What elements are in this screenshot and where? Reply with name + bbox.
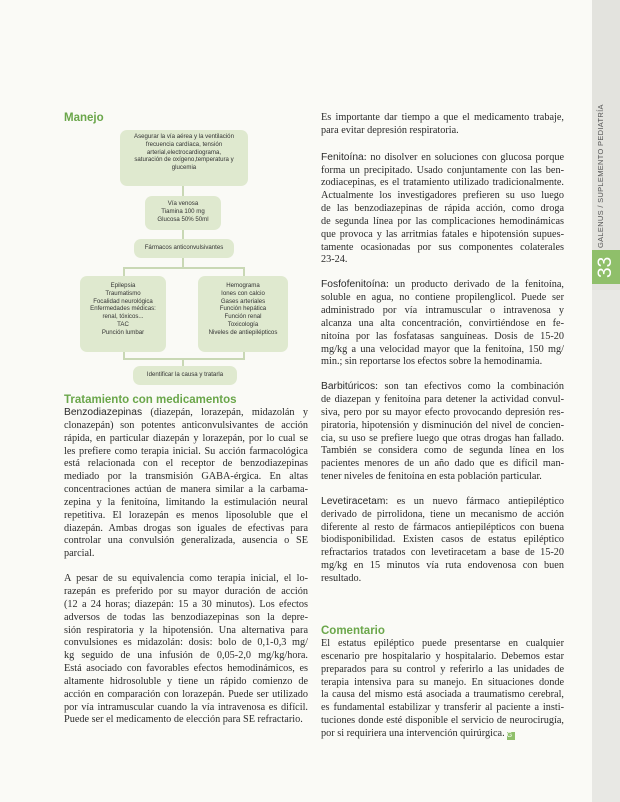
- text-line: controlar una convulsión generalizada, ausencia o SE: [64, 535, 308, 547]
- text-line: nitoína por las fosfatasas sanguíneas. Dosis de 15-20: [321, 330, 564, 342]
- box-line: Traumatismo: [105, 289, 141, 297]
- text-line: [321, 152, 564, 165]
- text-line: les prefiere como terapia inicial. Su acción farmacológica: [64, 445, 308, 457]
- left-column-text: [64, 407, 308, 727]
- text-line: de segunda línea por las complicaciones hemodinámicas: [321, 215, 564, 227]
- text-line: También se considera como de segunda línea en los: [321, 445, 564, 457]
- box-line: Focalidad neurológica: [93, 297, 153, 305]
- flowchart-box-stabilize: [120, 130, 248, 186]
- heading-comentario: Comentario: [321, 625, 385, 637]
- box-line: Función hepática: [219, 305, 267, 313]
- text-line: cia, su uso se prefiere luego que otras drogas han fallado.: [321, 432, 564, 444]
- text-line: Es importante dar tiempo a que el medicamento trabaje,: [321, 112, 564, 123]
- text-line: A pesar de su equivalencia como terapia inicial, el lo-: [64, 573, 308, 585]
- text-line: rápida, en particular diazepán y lorazepán, por lo cual se: [64, 432, 308, 444]
- text-line: [321, 381, 564, 394]
- connector: [182, 229, 184, 239]
- text-line: derivado de pirrolidona, tiene un mecanismo de acción: [321, 508, 564, 520]
- text-line: clonazepán) son potentes anticonvulsivantes de acción: [64, 419, 308, 431]
- text-line: terapia intensiva para su manejo. En situaciones donde: [321, 676, 564, 688]
- flowchart-box-labs: [198, 276, 288, 352]
- box-line: Identificar la causa y tratarla: [146, 371, 224, 378]
- text-line: [321, 496, 564, 509]
- text-line: siva, pero por su mayor efecto provocando depresión res-: [321, 406, 564, 418]
- text-fragment: por si requiriera una intervención quirúrgica.: [321, 727, 505, 739]
- text-line: El estatus epiléptico puede presentarse en cualquier: [321, 638, 564, 649]
- text-line: para evitar depresión respiratoria.: [321, 124, 459, 136]
- text-line: altamente hidrosoluble y tiene un rápido comienzo de: [64, 675, 308, 687]
- paragraph-fenitoina: [321, 152, 564, 268]
- text-line: diferente al resto de fármacos antiepilépticos con buena: [321, 521, 564, 533]
- term-levetiracetam: Levetiracetam: [321, 495, 386, 507]
- paragraph-intro: [321, 112, 564, 138]
- text-fragment: : son tan efectivos como la combinación: [375, 381, 564, 393]
- text-line: zodiacepinas, es el tratamiento utilizado tradicionalmente.: [321, 177, 564, 189]
- text-line: tamente ocasionadas por sus componentes colaterales: [321, 241, 564, 253]
- text-line: razepán es preferido por su mayor duración de acción: [64, 585, 308, 597]
- paragraph-levetiracetam: [321, 496, 564, 586]
- text-line: biodisponibilidad. Existen casos de estatus epiléptico: [321, 534, 564, 546]
- box-line: Vía venosa: [167, 200, 199, 207]
- text-line: tuciones donde esté disponible el servicio de neurocirugía,: [321, 715, 564, 727]
- flowchart-box-identify: [133, 366, 237, 385]
- text-line: la causa del mismo está asociada a traumatismo cerebral,: [321, 689, 564, 701]
- flowchart-box-causes: [80, 276, 166, 352]
- connector: [123, 267, 245, 269]
- term-benzodiazepinas: Benzodiazepinas: [64, 407, 143, 418]
- text-line: [321, 279, 564, 292]
- text-line: resultado.: [321, 573, 362, 584]
- text-line: está relacionada con el receptor de benzodiazepinas: [64, 458, 308, 470]
- heading-tratamiento: Tratamiento con medicamentos: [64, 394, 237, 406]
- text-line: zepina y la fenitoína, limitando la estimulación neural: [64, 496, 308, 508]
- paragraph-barbituricos: [321, 381, 564, 484]
- box-line: Enfermedades médicas:: [90, 305, 156, 313]
- text-fragment: (diazepán, lorazepán, midazolán y: [142, 407, 308, 418]
- text-line: repetitiva. El lorazepán es menos liposoluble que el: [64, 509, 308, 521]
- text-line: pacientes menores de un año dado que es difícil man-: [321, 458, 564, 470]
- box-line: renal, tóxicos...: [102, 313, 144, 321]
- flowchart-box-iv: [145, 196, 221, 230]
- box-line: Asegurar la vía aérea y la ventilación: [134, 133, 234, 140]
- text-line: alcanza una alta concentración, convirtiéndose en fe-: [321, 317, 564, 329]
- text-line: es fundamental estabilizar y transferir al paciente a insti-: [321, 702, 564, 714]
- text-line: (12 a 24 horas; diazepán: 15 a 30 minutos). Los efectos: [64, 598, 308, 610]
- box-line: Tiamina 100 mg: [161, 207, 205, 215]
- text-line: forma un precipitado. Usado conjuntamente con las ben-: [321, 164, 564, 176]
- text-line: sión respiratoria y la hipotensión. Una alternativa para: [64, 624, 308, 636]
- text-line: [64, 407, 308, 420]
- text-line: mg/kg en 15 minutos vía ruta endovenosa con buen: [321, 560, 564, 572]
- paragraph-benzodiazepinas: [64, 407, 308, 561]
- flowchart-box-anticonvulsants: [134, 239, 234, 258]
- text-line: diazepán. Ambas drogas son iguales de efectivas para: [64, 522, 308, 534]
- text-line: Puede ser el medicamento de elección para SE refractario.: [64, 714, 303, 726]
- text-line: acción en comparación con lorazepán. Puede ser utilizado: [64, 688, 308, 700]
- box-line: saturación de oxígeno,temperatura y: [134, 156, 234, 164]
- page-number: 33: [595, 256, 616, 278]
- right-column-text: [321, 112, 564, 586]
- box-line: Hemograma: [226, 282, 260, 289]
- text-fragment: : un producto derivado de la fenitoína,: [385, 279, 564, 291]
- box-line: glucemia: [171, 164, 197, 172]
- text-line: mg/kg a una velocidad mayor que la fenitoína, 150 mg/: [321, 343, 564, 355]
- box-line: Función renal: [224, 313, 262, 321]
- box-line: Niveles de antiepilépticos: [208, 328, 278, 336]
- box-line: Iones con calcio: [221, 289, 265, 297]
- text-line: que provoca y las arritmias fatales e hipotensión supues-: [321, 228, 564, 240]
- text-line: por vía intramuscular cuando la vía intravenosa es difícil.: [64, 701, 308, 713]
- text-line: kg seguido de una infusión de 0,05-2,0 mg/kg/hora.: [64, 650, 308, 662]
- box-line: frecuencia cardíaca, tensión: [145, 140, 223, 148]
- box-line: TAC: [117, 320, 129, 328]
- text-line: min.; sin reportarse los efectos sobre la hemodinamia.: [321, 356, 543, 368]
- box-line: Punción lumbar: [101, 328, 145, 336]
- paragraph-fosfofenitoina: [321, 279, 564, 369]
- box-line: Fármacos anticonvulsivantes: [144, 244, 224, 251]
- box-line: Epilepsia: [110, 282, 136, 289]
- heading-manejo: Manejo: [64, 112, 104, 124]
- term-fosfofenitoina: Fosfofenitoína: [321, 279, 386, 291]
- text-line: refractarios tratados con levetiracetam a base de 15-20: [321, 547, 564, 559]
- text-line: de las benzodiazepinas de rápida acción, como droga: [321, 203, 564, 215]
- text-line: preparados para su control y referirlo a las unidades de: [321, 663, 564, 675]
- text-line: soluble en agua, no contiene propilenglicol. Puede ser: [321, 292, 564, 304]
- text-line: 23-24.: [321, 254, 348, 266]
- connector: [123, 358, 245, 360]
- box-line: Toxicología: [227, 320, 259, 328]
- text-fragment: : es un nuevo fármaco antiepiléptico: [385, 495, 564, 507]
- text-line: administrado por vía intramuscular o intravenosa y: [321, 304, 564, 316]
- text-line: parcial.: [64, 548, 95, 560]
- paragraph-lorazepan: [64, 573, 308, 727]
- text-fragment: : no disolver en soluciones con glucosa porque: [363, 151, 564, 163]
- running-head: GALENUS / SUPLEMENTO PEDIATRÍA: [596, 104, 605, 248]
- box-line: Gases arteriales: [220, 297, 266, 305]
- text-line: escenario pre hospitalario y hospitalario. Debemos estar: [321, 650, 564, 662]
- text-line: [321, 728, 564, 741]
- text-line: adversos de todas las benzodiazepinas son la depre-: [64, 611, 308, 623]
- comentario-text: [321, 638, 564, 741]
- term-fenitoina: Fenitoína: [321, 151, 364, 163]
- box-line: Glucosa 50% 50ml: [157, 215, 209, 223]
- term-barbituricos: Barbitúricos: [321, 381, 376, 393]
- text-line: de diazepan y fenitoína para detener la actividad convul-: [321, 394, 564, 406]
- text-line: piratoria, hipotensión y disminución del nivel de concien-: [321, 419, 564, 431]
- text-line: Actualmente los investigadores prefieren su uso luego: [321, 190, 564, 202]
- paragraph-comentario: [321, 638, 564, 741]
- end-of-article-icon: G: [507, 732, 515, 740]
- text-line: Está asociado con favorables efectos hemodinámicos, es: [64, 663, 308, 675]
- text-line: concentraciones actúan de manera similar a la carbama-: [64, 484, 308, 496]
- text-line: convulsiones es midazolán: dosis: bolo de 0,1-0,3 mg/: [64, 637, 308, 649]
- text-line: tener niveles de fenitoína en esta población particular.: [321, 471, 542, 483]
- box-line: arterial,electrocardiograma,: [146, 148, 222, 156]
- text-line: mediado por la transmisión GABA-érgica. En altas: [64, 471, 308, 483]
